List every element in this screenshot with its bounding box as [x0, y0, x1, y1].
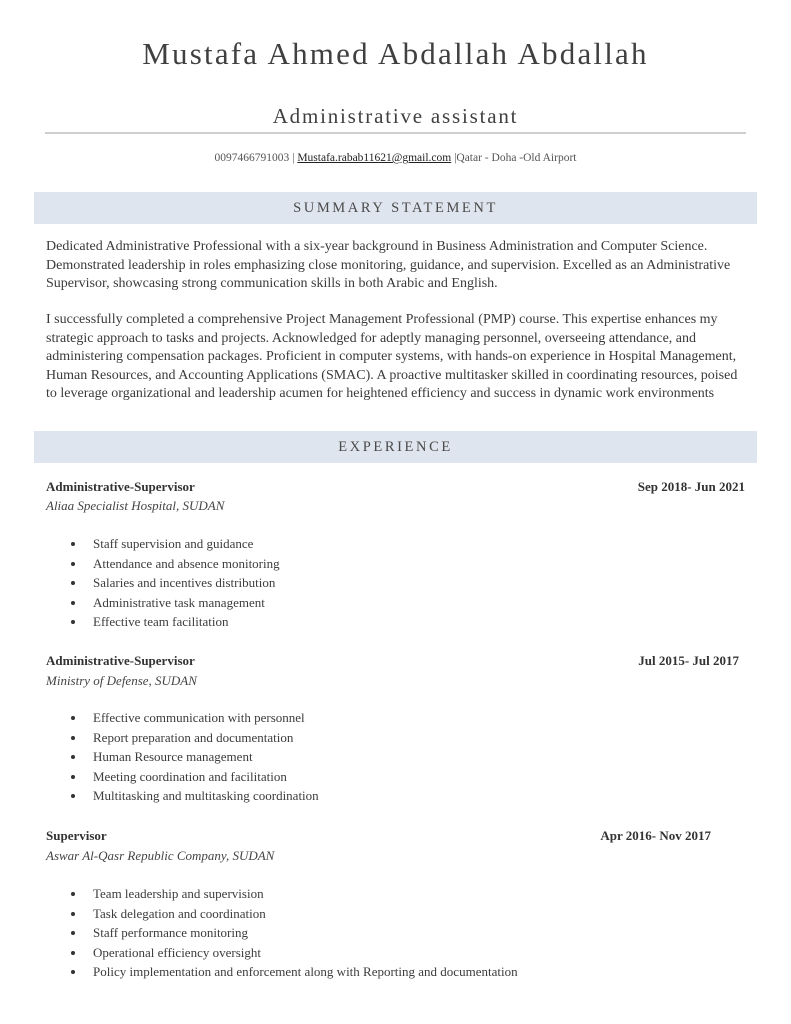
bullet-icon: [71, 542, 75, 546]
job-responsibilities: [46, 708, 319, 806]
list-item: [46, 612, 280, 632]
bullet-icon: [71, 620, 75, 624]
bullet-icon: [71, 892, 75, 896]
list-item: [46, 534, 280, 554]
job-title: Administrative-Supervisor: [46, 653, 195, 668]
list-item: [46, 884, 518, 904]
bullet-icon: [71, 912, 75, 916]
separator: |: [454, 152, 457, 164]
separator: |: [292, 152, 295, 164]
phone-number: 0097466791003: [214, 152, 290, 164]
header-divider: [45, 132, 746, 134]
job-title: Administrative-Supervisor: [46, 479, 195, 494]
job-dates: Jul 2015- Jul 2017: [638, 653, 739, 668]
list-item-text: Effective communication with personnel: [93, 710, 305, 725]
job-title: Supervisor: [46, 828, 107, 843]
job-dates: Apr 2016- Nov 2017: [600, 828, 711, 843]
list-item: [46, 728, 319, 748]
list-item-text: Task delegation and coordination: [93, 905, 266, 921]
list-item-text: Salaries and incentives distribution: [93, 575, 276, 590]
list-item-text: Multitasking and multitasking coordination: [93, 788, 319, 803]
list-item: [46, 767, 319, 787]
list-item-text: Administrative task management: [93, 594, 265, 610]
bullet-icon: [71, 970, 75, 974]
list-item: [46, 943, 518, 963]
job-organization: Aswar Al-Qasr Republic Company, SUDAN: [46, 848, 275, 863]
bullet-icon: [71, 794, 75, 798]
list-item-text: Human Resource management: [93, 749, 253, 764]
summary-paragraph: I successfully completed a comprehensive Project Management Professional (PMP) course. This expertise enhances my strategic approach to tasks and projects. Acknowledged for adeptly managing personnel, overseeing attendance, and administering compensation packages. Proficient in computer systems, with hands-on experience in Hospital Management, Human Resources, and Accounting Applications (SMAC). A proactive multitasker skilled in coordinating resources, poised to leverage organizational and leadership acumen for heightened efficiency and success in dynamic work environments: [46, 312, 738, 401]
list-item: [46, 962, 518, 982]
job-role-title: Administrative assistant: [272, 104, 519, 128]
list-item: [46, 747, 319, 767]
bullet-icon: [71, 931, 75, 935]
list-item: [46, 554, 280, 574]
experience-section-heading: EXPERIENCE: [34, 431, 757, 463]
summary-section-heading: SUMMARY STATEMENT: [34, 192, 757, 224]
list-item: [46, 708, 319, 728]
contact-line: [0, 152, 791, 164]
candidate-name: Mustafa Ahmed Abdallah Abdallah: [142, 36, 649, 71]
list-item-text: Meeting coordination and facilitation: [93, 768, 287, 784]
list-item: [46, 786, 319, 806]
job-responsibilities: [46, 884, 518, 982]
list-item-text: Staff performance monitoring: [93, 925, 248, 940]
job-organization: Ministry of Defense, SUDAN: [46, 673, 197, 688]
bullet-icon: [71, 736, 75, 740]
list-item-text: Report preparation and documentation: [93, 729, 294, 745]
list-item-text: Attendance and absence monitoring: [93, 555, 280, 571]
list-item-text: Team leadership and supervision: [93, 886, 264, 901]
bullet-icon: [71, 951, 75, 955]
bullet-icon: [71, 601, 75, 605]
bullet-icon: [71, 562, 75, 566]
list-item: [46, 923, 518, 943]
summary-paragraph: Dedicated Administrative Professional with a six-year background in Business Administration and Computer Science. Demonstrated leadership in roles emphasizing close monitoring, guidance, and supervision. Excelled as an Administrative Supervisor, showcasing strong communication skills in both Arabic and English.: [46, 239, 731, 291]
bullet-icon: [71, 775, 75, 779]
list-item: [46, 573, 280, 593]
bullet-icon: [71, 755, 75, 759]
list-item: [46, 593, 280, 613]
list-item-text: Staff supervision and guidance: [93, 536, 254, 551]
list-item-text: Operational efficiency oversight: [93, 944, 261, 960]
location: Qatar - Doha -Old Airport: [456, 152, 577, 164]
job-organization: Aliaa Specialist Hospital, SUDAN: [46, 498, 225, 513]
job-dates: Sep 2018- Jun 2021: [637, 479, 745, 494]
bullet-icon: [71, 581, 75, 585]
job-responsibilities: [46, 534, 280, 632]
email-link[interactable]: Mustafa.rabab11621@gmail.com: [297, 152, 452, 164]
list-item-text: Policy implementation and enforcement along with Reporting and documentation: [93, 964, 518, 979]
list-item: [46, 904, 518, 924]
bullet-icon: [71, 716, 75, 720]
list-item-text: Effective team facilitation: [93, 614, 229, 629]
